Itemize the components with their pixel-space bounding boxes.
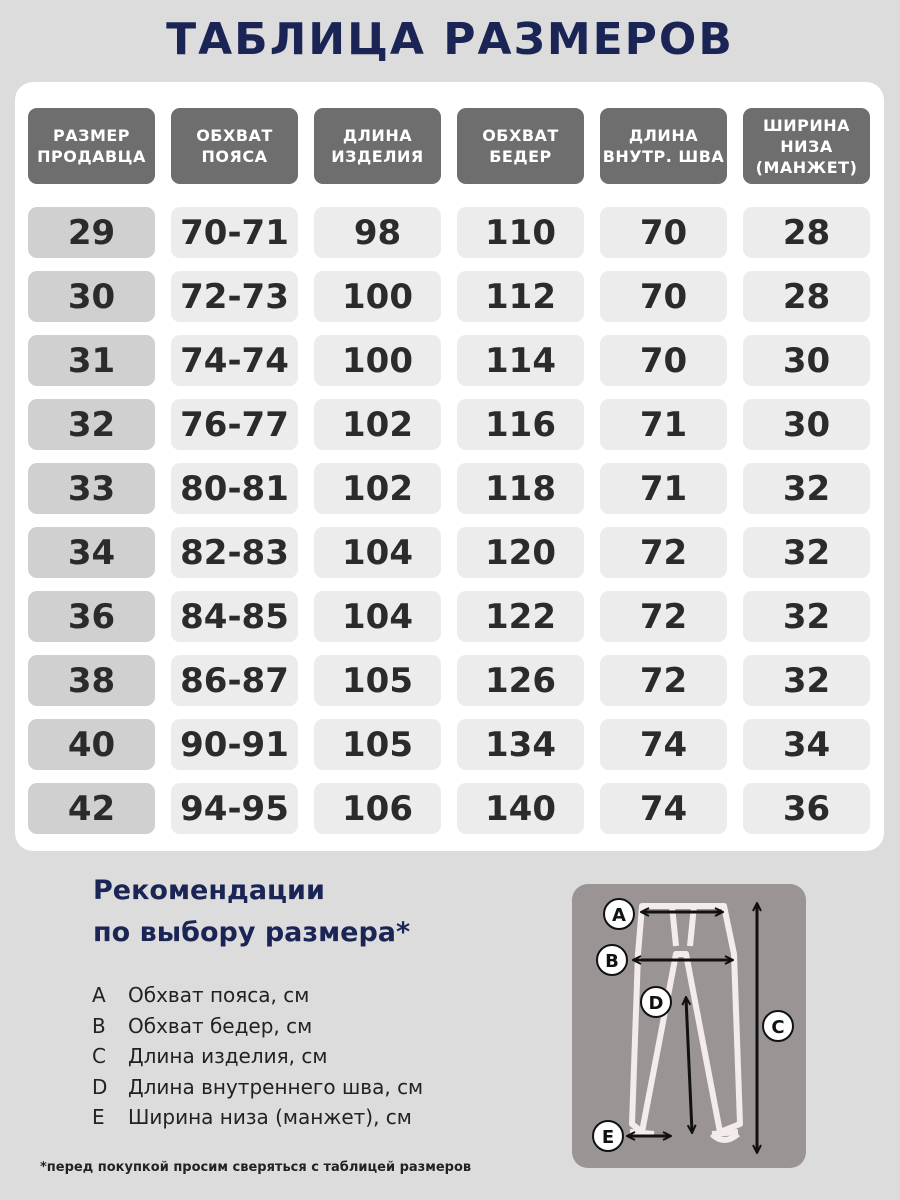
- column-header: ДЛИНА ИЗДЕЛИЯ: [314, 108, 441, 184]
- measurement-cell: 74: [600, 719, 727, 770]
- measurement-cell: 105: [314, 655, 441, 706]
- measurement-cell: 86-87: [171, 655, 298, 706]
- legend-text: Ширина низа (манжет), см: [128, 1105, 412, 1130]
- measurement-cell: 72: [600, 591, 727, 642]
- legend-item: [92, 1011, 532, 1042]
- legend-item: [92, 1072, 532, 1103]
- size-cell: 40: [28, 719, 155, 770]
- column-header: ДЛИНА ВНУТР. ШВА: [600, 108, 727, 184]
- measurement-cell: 126: [457, 655, 584, 706]
- measurement-cell: 102: [314, 463, 441, 514]
- size-cell: 34: [28, 527, 155, 578]
- column-header: РАЗМЕР ПРОДАВЦА: [28, 108, 155, 184]
- legend-letter: B: [92, 1013, 106, 1038]
- page-title: ТАБЛИЦА РАЗМЕРОВ: [166, 14, 734, 65]
- measurement-cell: 74-74: [171, 335, 298, 386]
- svg-text:C: C: [771, 1017, 785, 1038]
- legend-item: [92, 1041, 532, 1072]
- size-cell: 42: [28, 783, 155, 834]
- measurement-cell: 28: [743, 271, 870, 322]
- measurement-cell: 70-71: [171, 207, 298, 258]
- measurement-cell: 70: [600, 271, 727, 322]
- measurement-cell: 36: [743, 783, 870, 834]
- measurement-cell: 98: [314, 207, 441, 258]
- measurement-legend: [92, 980, 532, 1133]
- svg-text:A: A: [612, 905, 626, 926]
- size-cell: 32: [28, 399, 155, 450]
- measurement-cell: 104: [314, 591, 441, 642]
- legend-text: Обхват бедер, см: [128, 1013, 313, 1038]
- size-cell: 38: [28, 655, 155, 706]
- size-table: [15, 82, 884, 851]
- measurement-cell: 30: [743, 335, 870, 386]
- legend-letter: D: [92, 1074, 108, 1099]
- measurement-cell: 116: [457, 399, 584, 450]
- legend-text: Длина изделия, см: [128, 1044, 328, 1069]
- footnote: *перед покупкой просим сверяться с таблицей размеров: [40, 1160, 472, 1175]
- measurement-cell: 100: [314, 271, 441, 322]
- recommendations-title-line2: по выбору размера*: [93, 917, 411, 948]
- measurement-cell: 70: [600, 207, 727, 258]
- measurement-cell: 134: [457, 719, 584, 770]
- diagram-label-d: [641, 987, 671, 1017]
- diagram-label-c: [763, 1011, 793, 1041]
- measurement-cell: 118: [457, 463, 584, 514]
- diagram-label-a: [604, 899, 634, 929]
- pants-measurement-diagram: [572, 884, 806, 1168]
- size-cell: 31: [28, 335, 155, 386]
- measurement-cell: 72: [600, 655, 727, 706]
- measurement-cell: 104: [314, 527, 441, 578]
- column-header: ОБХВАТ БЕДЕР: [457, 108, 584, 184]
- size-cell: 30: [28, 271, 155, 322]
- measurement-cell: 71: [600, 399, 727, 450]
- diagram-label-b: [597, 945, 627, 975]
- measurement-cell: 105: [314, 719, 441, 770]
- measurement-cell: 71: [600, 463, 727, 514]
- measurement-cell: 112: [457, 271, 584, 322]
- legend-letter: E: [92, 1105, 105, 1130]
- measurement-cell: 72: [600, 527, 727, 578]
- measurement-cell: 72-73: [171, 271, 298, 322]
- column-header: ОБХВАТ ПОЯСА: [171, 108, 298, 184]
- measurement-cell: 94-95: [171, 783, 298, 834]
- measurement-cell: 122: [457, 591, 584, 642]
- measurement-cell: 114: [457, 335, 584, 386]
- recommendations-title: [93, 870, 493, 954]
- measurement-cell: 28: [743, 207, 870, 258]
- measurement-cell: 120: [457, 527, 584, 578]
- svg-text:D: D: [648, 993, 664, 1014]
- svg-text:E: E: [601, 1127, 615, 1148]
- measurement-cell: 34: [743, 719, 870, 770]
- measurement-cell: 32: [743, 655, 870, 706]
- diagram-label-e: [593, 1121, 623, 1151]
- measurement-cell: 102: [314, 399, 441, 450]
- measurement-cell: 30: [743, 399, 870, 450]
- measurement-cell: 106: [314, 783, 441, 834]
- measurement-cell: 82-83: [171, 527, 298, 578]
- legend-item: [92, 980, 532, 1011]
- measurement-cell: 70: [600, 335, 727, 386]
- measurement-cell: 110: [457, 207, 584, 258]
- measurement-cell: 76-77: [171, 399, 298, 450]
- measurement-cell: 32: [743, 527, 870, 578]
- measurement-cell: 100: [314, 335, 441, 386]
- measurement-cell: 80-81: [171, 463, 298, 514]
- legend-text: Длина внутреннего шва, см: [128, 1074, 424, 1099]
- measurement-cell: 140: [457, 783, 584, 834]
- recommendations-title-line1: Рекомендации: [93, 875, 325, 906]
- measurement-cell: 74: [600, 783, 727, 834]
- measurement-cell: 32: [743, 463, 870, 514]
- legend-text: Обхват пояса, см: [128, 983, 310, 1008]
- legend-letter: A: [92, 983, 106, 1008]
- size-cell: 29: [28, 207, 155, 258]
- measurement-cell: 84-85: [171, 591, 298, 642]
- measurement-cell: 90-91: [171, 719, 298, 770]
- legend-item: [92, 1102, 532, 1133]
- measurement-cell: 32: [743, 591, 870, 642]
- size-cell: 33: [28, 463, 155, 514]
- legend-letter: C: [92, 1044, 106, 1069]
- size-cell: 36: [28, 591, 155, 642]
- column-header: ШИРИНА НИЗА (МАНЖЕТ): [743, 108, 870, 184]
- svg-text:B: B: [605, 951, 619, 972]
